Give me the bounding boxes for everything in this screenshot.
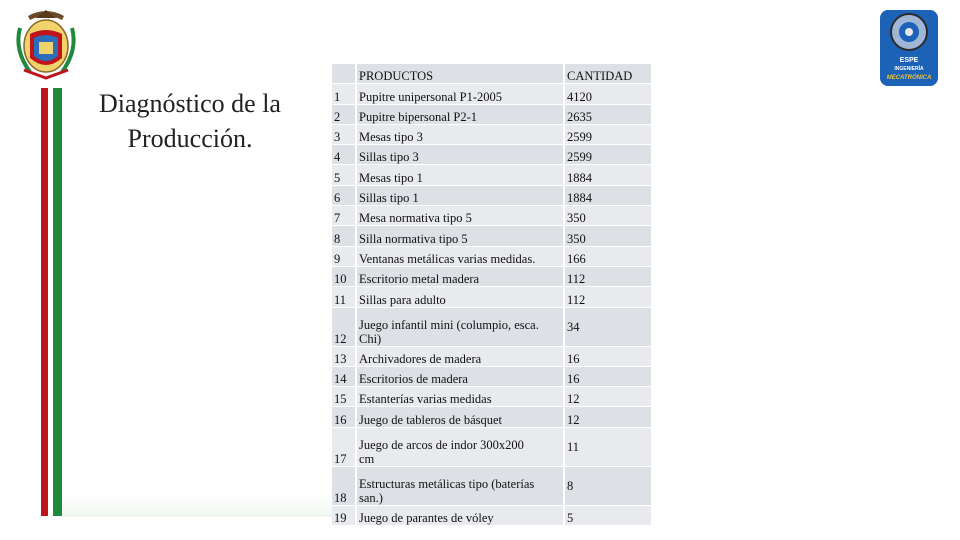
table-row: [332, 366, 651, 386]
row-quantity: 350: [564, 206, 651, 226]
table-row: [332, 387, 651, 407]
row-num: 3: [332, 124, 356, 144]
row-product: Estanterías varias medidas: [356, 387, 564, 407]
table-row: [332, 307, 651, 346]
row-quantity: 16: [564, 346, 651, 366]
row-num: 1: [332, 84, 356, 104]
row-product: Silla normativa tipo 5: [356, 226, 564, 246]
row-quantity: 112: [564, 287, 651, 307]
row-product: [356, 466, 564, 505]
row-quantity: 112: [564, 266, 651, 286]
row-quantity: 11: [564, 427, 651, 466]
row-quantity: 4120: [564, 84, 651, 104]
row-product: Escritorio metal madera: [356, 266, 564, 286]
row-num: 14: [332, 366, 356, 386]
row-quantity: 8: [564, 466, 651, 505]
row-product: [356, 307, 564, 346]
row-product-line-2: cm: [359, 451, 375, 466]
table-row: [332, 145, 651, 165]
row-product: Archivadores de madera: [356, 346, 564, 366]
row-product: Pupitre unipersonal P1-2005: [356, 84, 564, 104]
table-row: [332, 84, 651, 104]
red-stripe: [41, 88, 48, 516]
row-num: 8: [332, 226, 356, 246]
row-num: 9: [332, 246, 356, 266]
title-line-1: Diagnóstico de la: [99, 89, 281, 118]
table-row: [332, 104, 651, 124]
table-row: [332, 266, 651, 286]
header-quantity: CANTIDAD: [564, 64, 651, 84]
table-row: [332, 246, 651, 266]
table-row: [332, 226, 651, 246]
table-row: [332, 466, 651, 505]
table-row: [332, 185, 651, 205]
svg-text:INGENIERÍA: INGENIERÍA: [894, 66, 924, 72]
row-product-line-2: san.): [359, 490, 383, 505]
row-product: [356, 427, 564, 466]
row-num: 15: [332, 387, 356, 407]
row-product: Juego de parantes de vóley: [356, 505, 564, 525]
row-product: Sillas tipo 1: [356, 185, 564, 205]
table-row: [332, 165, 651, 185]
table-header-row: [332, 64, 651, 84]
row-quantity: 1884: [564, 185, 651, 205]
row-quantity: 166: [564, 246, 651, 266]
row-quantity: 1884: [564, 165, 651, 185]
row-quantity: 2599: [564, 124, 651, 144]
row-product: Escritorios de madera: [356, 366, 564, 386]
coat-of-arms-logo: [6, 6, 86, 82]
row-num: 16: [332, 407, 356, 427]
row-quantity: 2635: [564, 104, 651, 124]
row-quantity: 12: [564, 407, 651, 427]
table-row: [332, 206, 651, 226]
row-product-line-1: Juego infantil mini (columpio, esca.: [359, 317, 539, 332]
row-num: 7: [332, 206, 356, 226]
table-row: [332, 124, 651, 144]
row-product-line-1: Estructuras metálicas tipo (baterías: [359, 476, 535, 491]
row-num: 18: [332, 466, 356, 505]
row-num: 12: [332, 307, 356, 346]
row-product: Juego de tableros de básquet: [356, 407, 564, 427]
table-row: [332, 346, 651, 366]
svg-text:MECATRÓNICA: MECATRÓNICA: [886, 75, 932, 81]
row-product: Mesas tipo 1: [356, 165, 564, 185]
row-product-line-2: Chi): [359, 331, 382, 346]
espe-ingenieria-mecatronica-logo: [878, 6, 940, 88]
header-product: PRODUCTOS: [356, 64, 564, 84]
production-table: [332, 64, 651, 526]
row-num: 10: [332, 266, 356, 286]
row-num: 13: [332, 346, 356, 366]
table-row: [332, 287, 651, 307]
row-num: 17: [332, 427, 356, 466]
table-row: [332, 427, 651, 466]
row-product: Ventanas metálicas varias medidas.: [356, 246, 564, 266]
row-product: Mesa normativa tipo 5: [356, 206, 564, 226]
row-quantity: 34: [564, 307, 651, 346]
row-num: 4: [332, 145, 356, 165]
green-stripe: [53, 88, 62, 516]
svg-text:ESPE: ESPE: [899, 57, 919, 64]
header-num: [332, 64, 356, 84]
row-num: 5: [332, 165, 356, 185]
row-product: Pupitre bipersonal P2-1: [356, 104, 564, 124]
title-line-2: Producción.: [127, 124, 253, 153]
row-product: Sillas para adulto: [356, 287, 564, 307]
table-row: [332, 407, 651, 427]
row-product: Mesas tipo 3: [356, 124, 564, 144]
row-quantity: 350: [564, 226, 651, 246]
slide-title: [70, 86, 310, 156]
row-quantity: 12: [564, 387, 651, 407]
table-row: [332, 505, 651, 525]
row-quantity: 5: [564, 505, 651, 525]
row-product-line-1: Juego de arcos de indor 300x200: [359, 437, 524, 452]
row-quantity: 16: [564, 366, 651, 386]
row-quantity: 2599: [564, 145, 651, 165]
row-num: 2: [332, 104, 356, 124]
row-num: 19: [332, 505, 356, 525]
row-num: 6: [332, 185, 356, 205]
row-product: Sillas tipo 3: [356, 145, 564, 165]
row-num: 11: [332, 287, 356, 307]
